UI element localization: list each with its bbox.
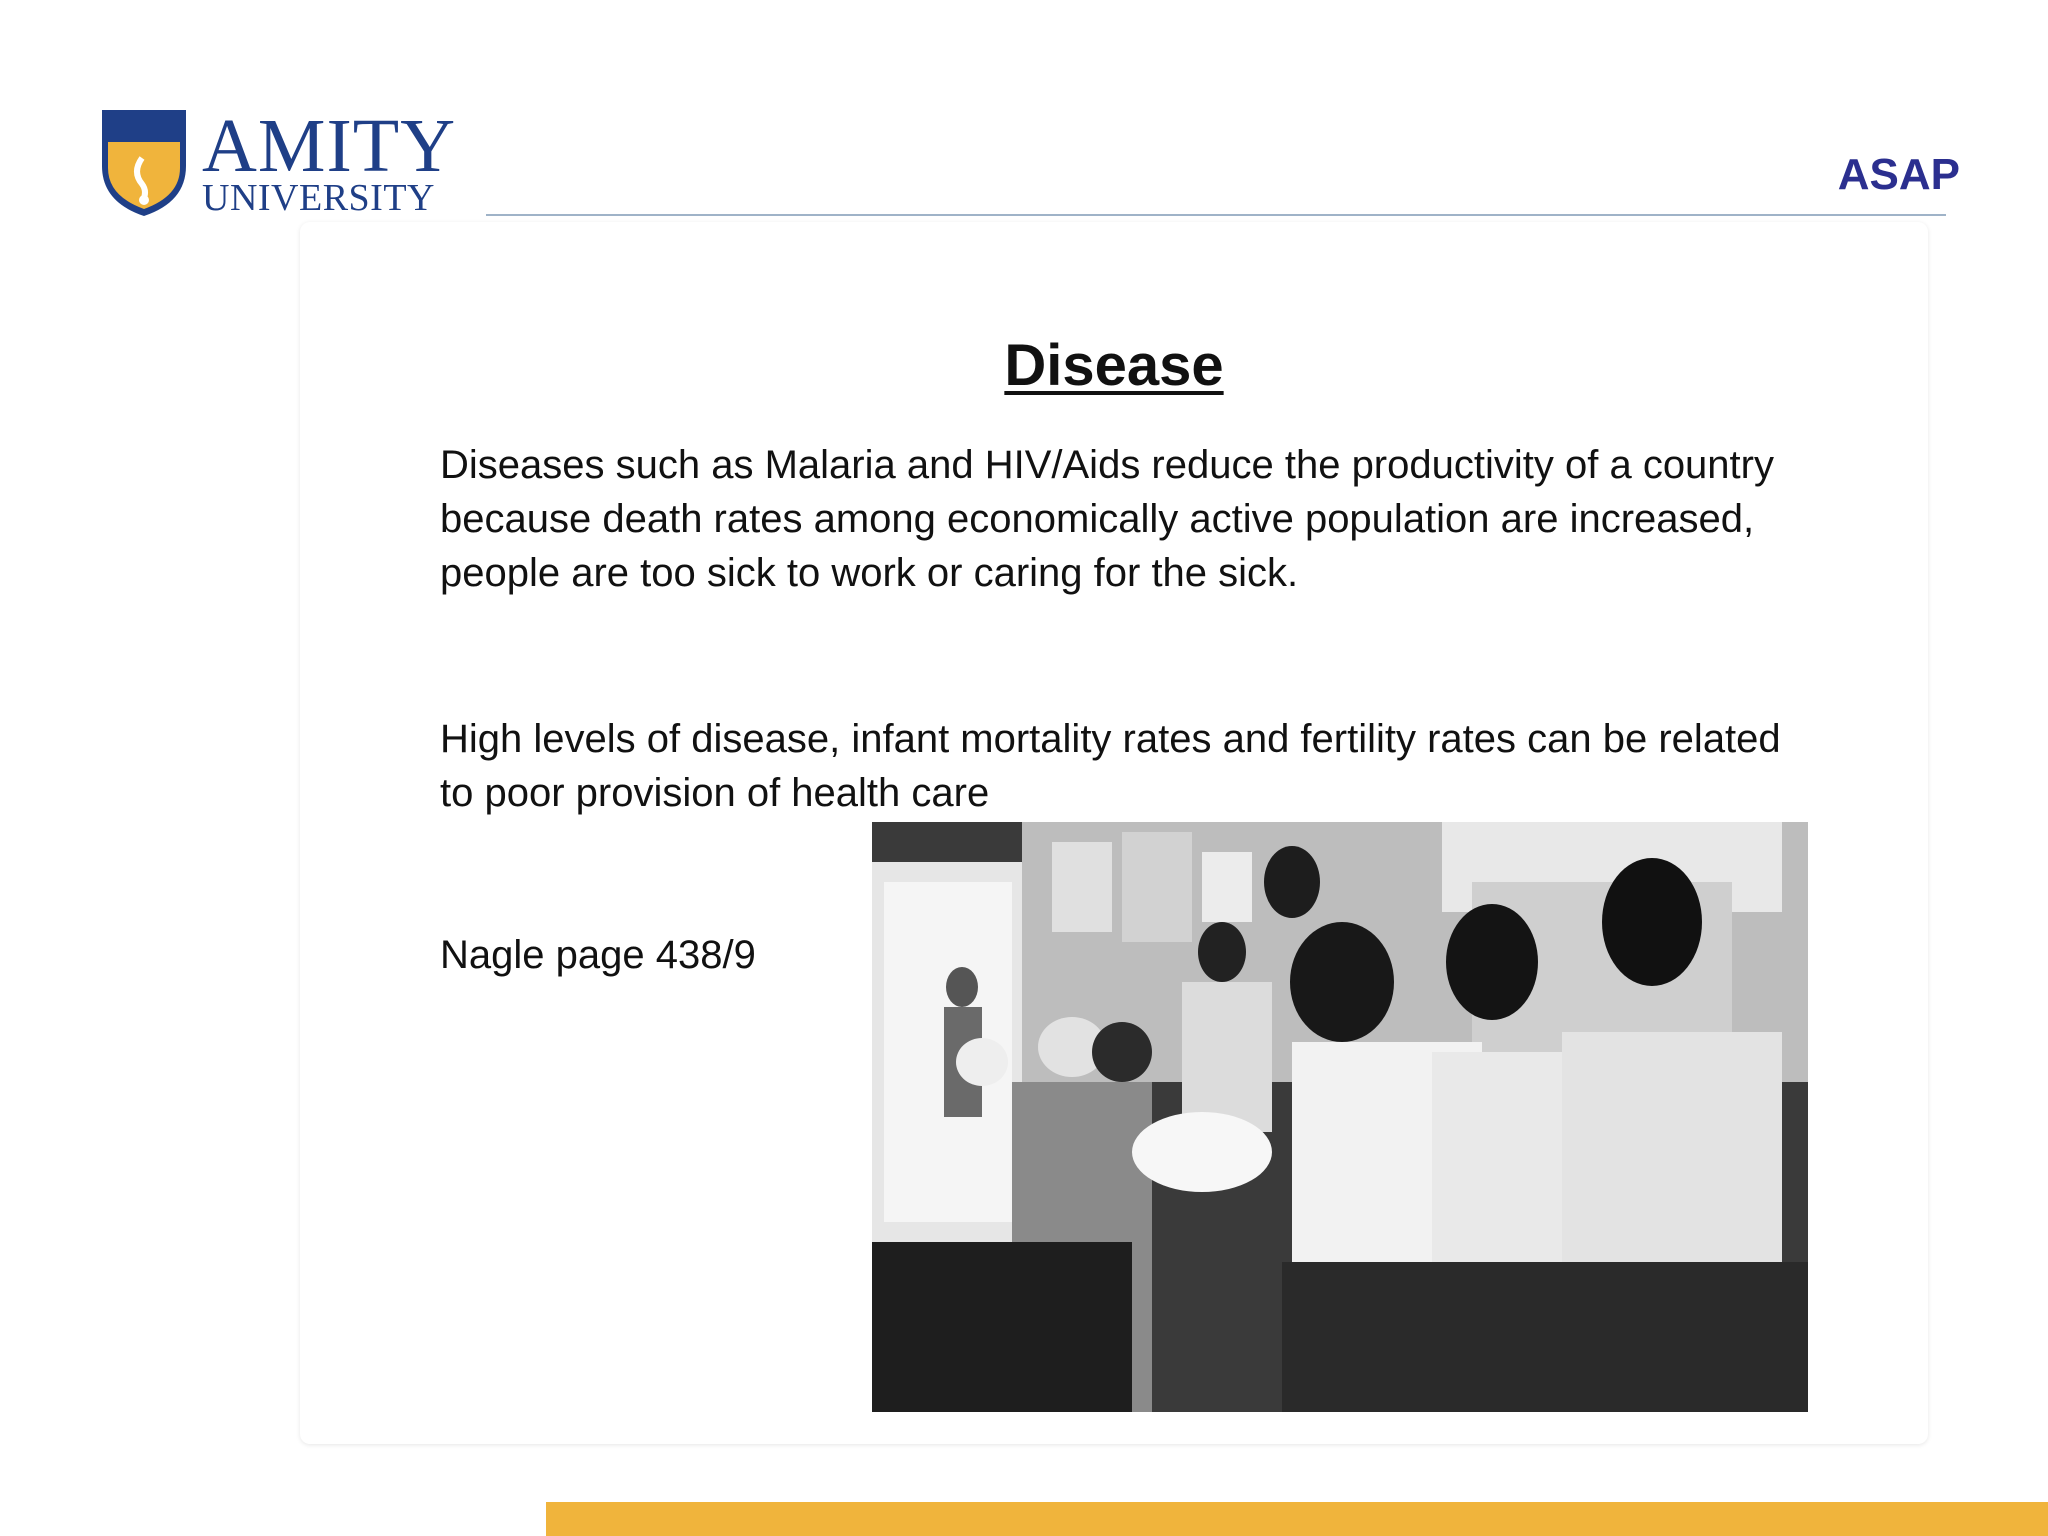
- logo-wordmark-amity: AMITY: [202, 104, 457, 188]
- photo-illustration-icon: [872, 822, 1808, 1412]
- header-divider: [486, 214, 1946, 216]
- slide-content-panel: [300, 222, 1928, 1444]
- paragraph-productivity: Diseases such as Malaria and HIV/Aids reduce the productivity of a country because death rates among economically active population are increased, people are too sick to work or caring for the sick.: [440, 443, 1774, 595]
- clinic-waiting-room-photo: [872, 822, 1808, 1412]
- header-tag: ASAP: [1837, 150, 1960, 199]
- amity-university-logo: [98, 104, 457, 219]
- paragraph-health-care: High levels of disease, infant mortality rates and fertility rates can be related to poor provision of health care: [440, 717, 1781, 815]
- reference-citation: Nagle page 438/9: [440, 933, 756, 977]
- logo-wordmark-university: UNIVERSITY: [202, 177, 435, 219]
- slide-title: Disease: [1004, 333, 1224, 398]
- university-shield-icon: [98, 106, 190, 218]
- footer-accent-bar: [546, 1502, 2048, 1536]
